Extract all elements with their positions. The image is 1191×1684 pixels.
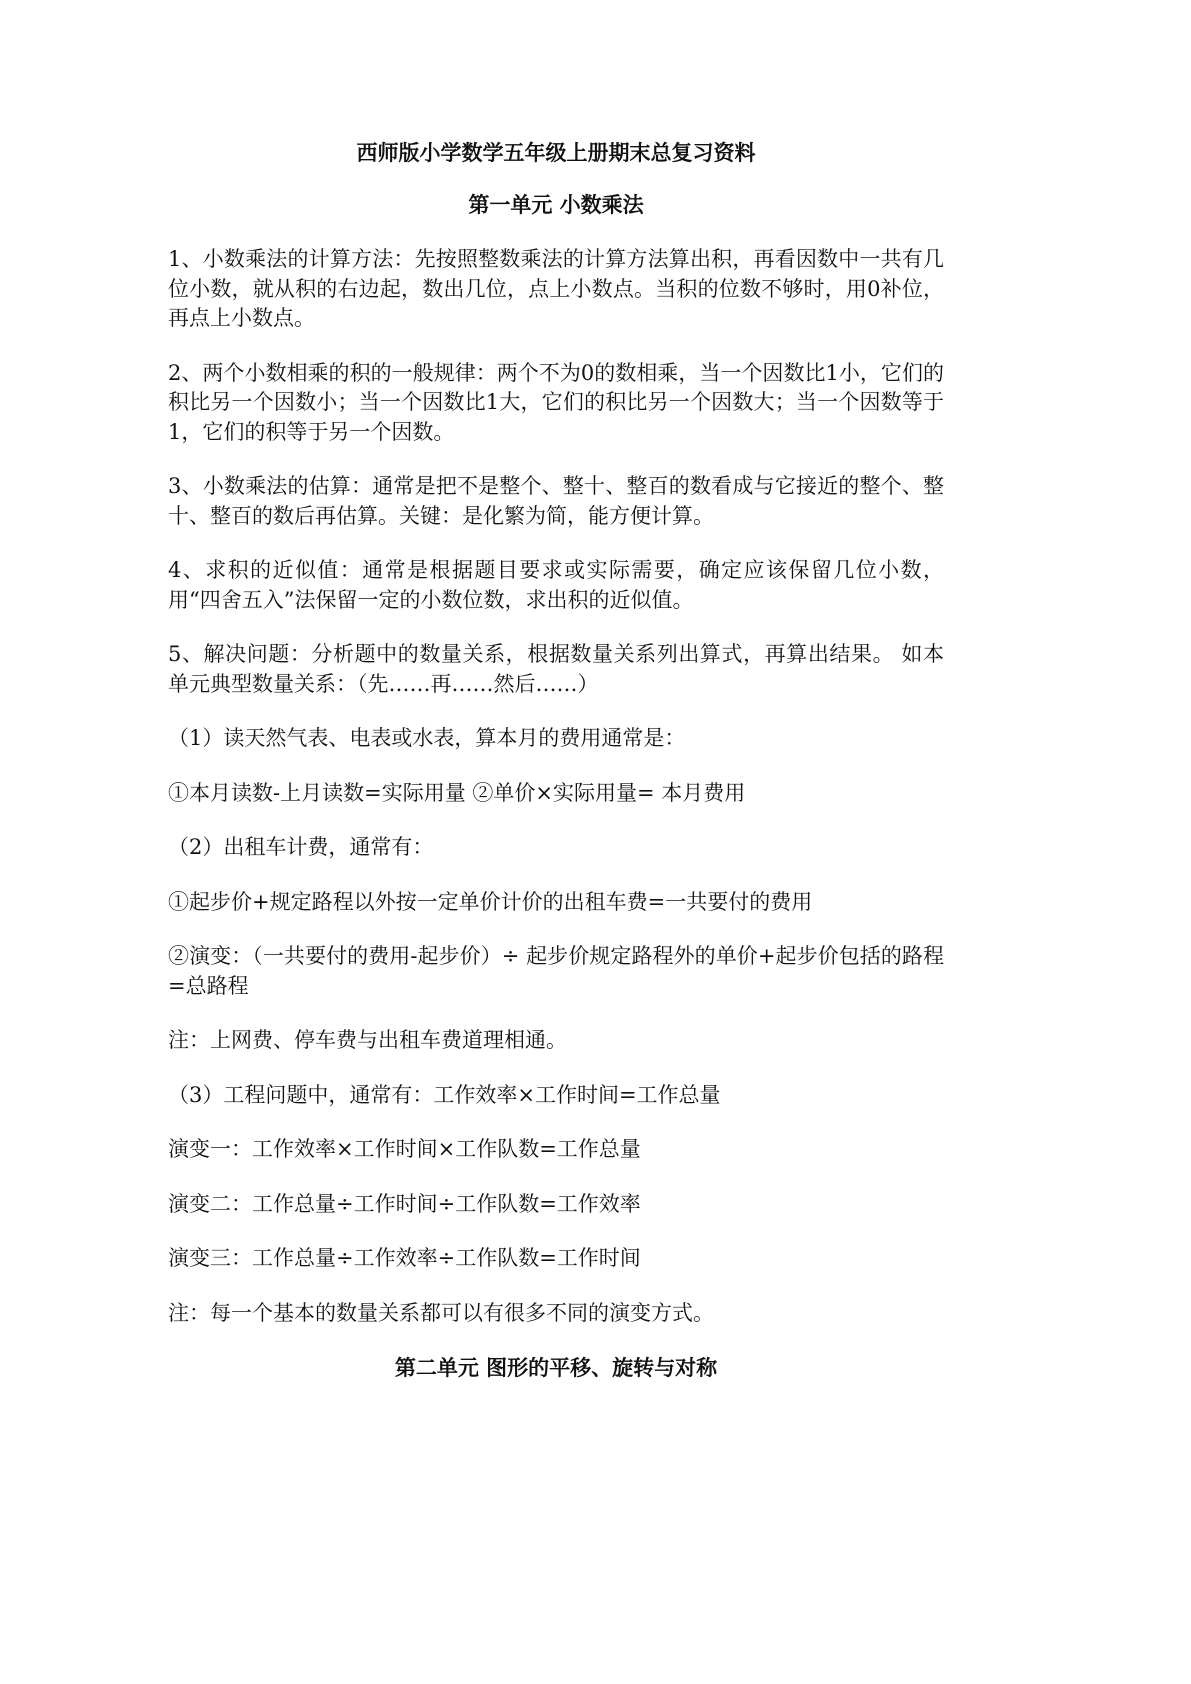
paragraph: 注：上网费、停车费与出租车费道理相通。	[168, 1028, 567, 1052]
paragraph: 3、小数乘法的估算：通常是把不是整个、整十、整百的数看成与它接近的整个、整十、整百的数后再估算。关键：是化繁为简，能方便计算。	[168, 474, 944, 528]
paragraph: 2、两个小数相乘的积的一般规律：两个不为0的数相乘，当一个因数比1小，它们的积比另一个因数小；当一个因数比1大，它们的积比另一个因数大；当一个因数等于1，它们的积等于另一个因数。	[168, 360, 944, 444]
paragraph: （1）读天然气表、电表或水表，算本月的费用通常是：	[168, 726, 686, 750]
paragraph: 演变二：工作总量÷工作时间÷工作队数=工作效率	[168, 1191, 641, 1216]
paragraph: ①起步价+规定路程以外按一定单价计价的出租车费=一共要付的费用	[168, 889, 813, 914]
paragraph: （3）工程问题中，通常有：工作效率×工作时间=工作总量	[168, 1082, 721, 1107]
paragraph: 注：每一个基本的数量关系都可以有很多不同的演变方式。	[168, 1300, 714, 1325]
paragraph: 5、解决问题：分析题中的数量关系，根据数量关系列出算式，再算出结果。 如本单元典型数量关系：（先……再……然后……）	[168, 642, 944, 696]
unit2-heading: 第二单元 图形的平移、旋转与对称	[394, 1355, 718, 1380]
document-title: 西师版小学数学五年级上册期末总复习资料	[356, 140, 756, 165]
paragraph: ①本月读数-上月读数=实际用量 ②单价×实际用量= 本月费用	[168, 780, 746, 805]
paragraph: 4、求积的近似值：通常是根据题目要求或实际需要，确定应该保留几位小数，用“四舍五入”法保留一定的小数位数，求出积的近似值。	[168, 558, 944, 612]
paragraph: 1、小数乘法的计算方法：先按照整数乘法的计算方法算出积，再看因数中一共有几位小数，就从积的右边起，数出几位，点上小数点。当积的位数不够时，用0补位，再点上小数点。	[168, 247, 944, 330]
paragraph: 演变一：工作效率×工作时间×工作队数=工作总量	[168, 1137, 641, 1161]
document-page	[168, 138, 944, 1408]
paragraph: 演变三：工作总量÷工作效率÷工作队数=工作时间	[168, 1246, 641, 1270]
unit1-heading: 第一单元 小数乘法	[468, 192, 644, 217]
paragraph: （2）出租车计费，通常有：	[168, 835, 434, 859]
paragraph: ②演变：（一共要付的费用-起步价）÷ 起步价规定路程外的单价+起步价包括的路程=总路程	[168, 944, 944, 998]
